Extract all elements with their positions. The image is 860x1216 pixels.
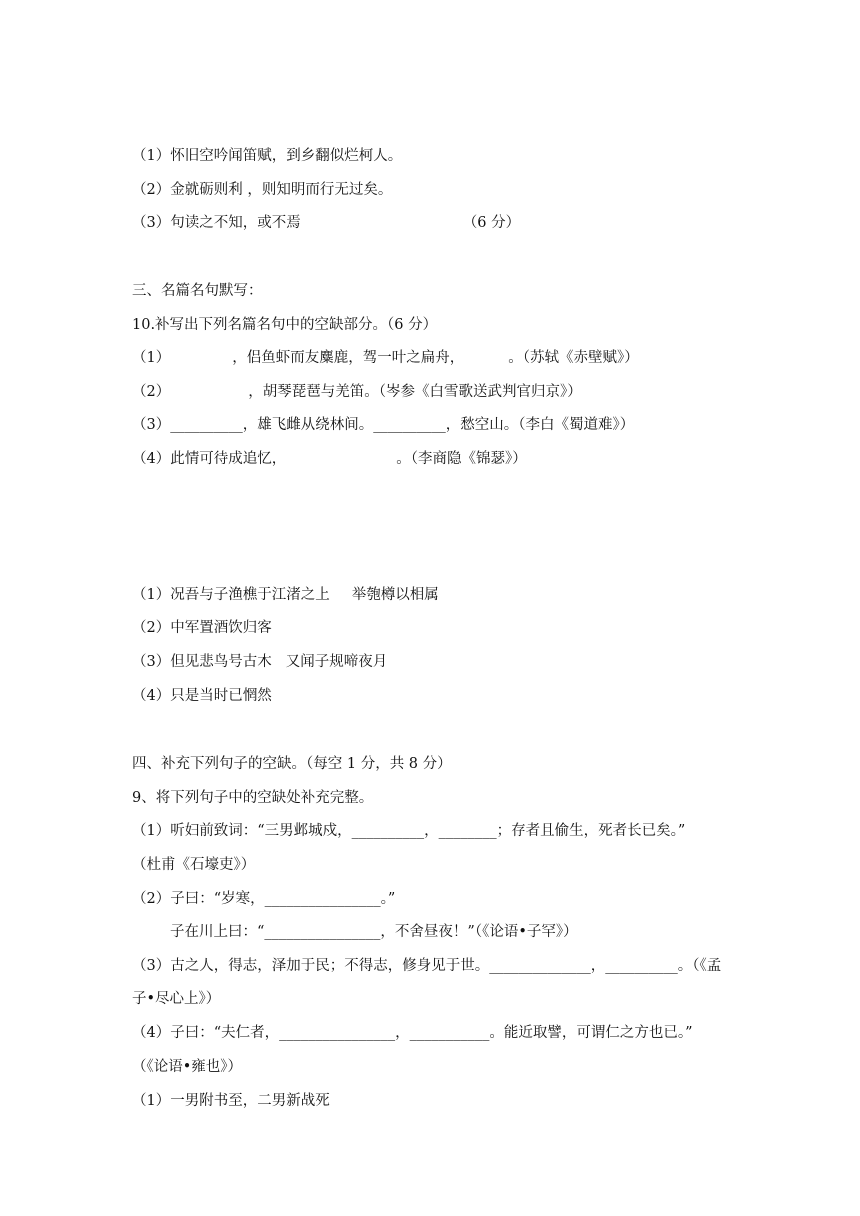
question-9-title: 9、将下列句子中的空缺处补充完整。 — [132, 790, 374, 806]
answer-line-1: （1）怀旧空吟闻笛赋，到乡翻似烂柯人。 — [132, 148, 403, 164]
q10-item-1 — [132, 348, 639, 368]
q10-item-2 — [132, 382, 582, 402]
q9-item-1: （1）听妇前致词：“三男邺城戍，__________，________；存者且偷生，死者长已矣。” — [132, 823, 686, 839]
answer-10-3 — [132, 652, 387, 672]
answer-10-3-a: （3）但见悲鸟号古木 — [132, 654, 272, 670]
answer-10-1-a: （1）况吾与子渔樵于江渚之上 — [132, 587, 330, 603]
q10-item-1-num: （1） — [132, 350, 171, 366]
q10-item-1-text: ，侣鱼虾而友麋鹿，驾一叶之扁舟， — [232, 350, 465, 366]
answer-10-2: （2）中军置酒饮归客 — [132, 620, 272, 636]
question-10-title: 10.补写出下列名篇名句中的空缺部分。（6 分） — [132, 317, 438, 333]
q10-item-4-source: 。（李商隐《锦瑟》） — [396, 451, 527, 467]
answer-line-3-text: （3）句读之不知，或不焉 — [132, 215, 301, 231]
q9-item-1-source: （杜甫《石壕吏》） — [132, 857, 256, 873]
q9-item-4: （4）子曰：“夫仁者，________________，___________。能近取譬，可谓仁之方也已。” — [132, 1025, 693, 1041]
q9-item-3: （3）古之人，得志，泽加于民；不得志，修身见于世。______________，__________。（《孟 — [132, 958, 722, 974]
q10-item-4 — [132, 449, 527, 469]
q9-item-2-cont: 子在川上曰：“________________，不舍昼夜！”（《论语•子罕》） — [170, 924, 578, 940]
q10-item-3: （3）__________，雄飞雌从绕林间。__________，愁空山。（李白《蜀道难》） — [132, 417, 635, 433]
q10-item-4-text: （4）此情可待成追忆， — [132, 451, 287, 467]
q9-item-4-source: （《论语•雍也》） — [132, 1059, 243, 1075]
answer-9-1: （1）一男附书至，二男新战死 — [132, 1093, 330, 1109]
score-note: （6 分） — [462, 215, 521, 231]
answer-10-1-b: 举匏樽以相属 — [351, 587, 439, 603]
answer-10-4: （4）只是当时已惘然 — [132, 688, 272, 704]
q10-item-1-source: 。（苏轼《赤壁赋》） — [508, 350, 639, 366]
answer-10-1 — [132, 585, 439, 605]
answer-line-2: （2）金就砺则利 ，则知明而行无过矣。 — [132, 182, 393, 198]
section-4-heading: 四、补充下列句子的空缺。（每空 1 分，共 8 分） — [132, 756, 452, 772]
q10-item-2-text: ，胡琴琵琶与羌笛。（岑参《白雪歌送武判官归京》） — [248, 384, 582, 400]
answer-10-3-b: 又闻子规啼夜月 — [285, 654, 388, 670]
section-3-heading: 三、名篇名句默写： — [132, 283, 263, 299]
q10-item-2-num: （2） — [132, 384, 171, 400]
q9-item-2: （2）子曰：“岁寒，________________。” — [132, 891, 396, 907]
answer-line-3 — [132, 213, 520, 233]
q9-item-3-cont: 子•尽心上》） — [132, 991, 221, 1007]
